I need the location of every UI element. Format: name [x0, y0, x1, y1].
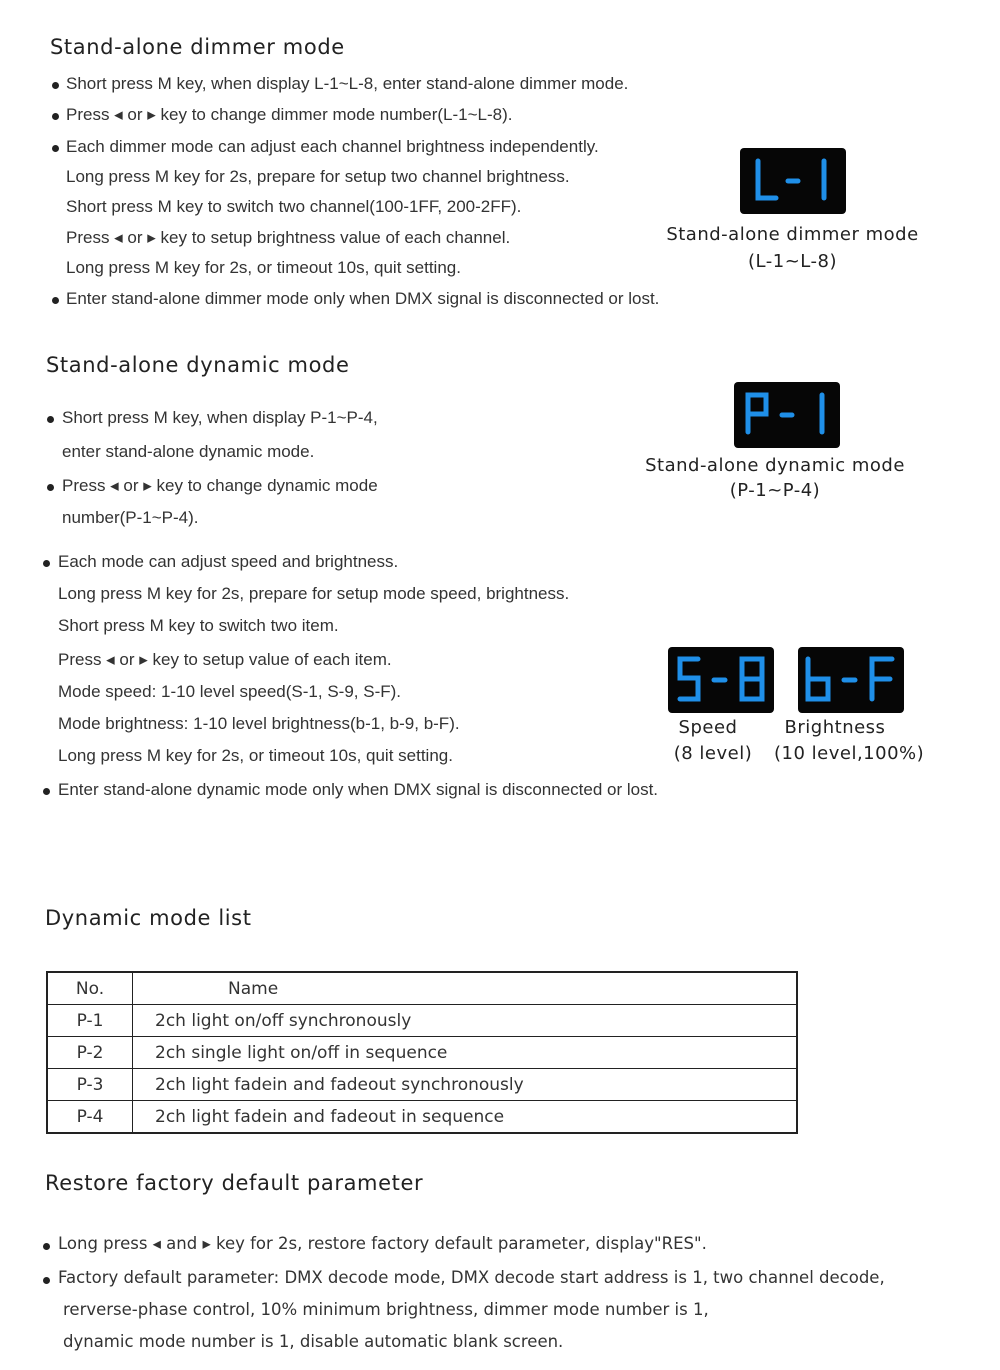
mode-name: 2ch light fadein and fadeout in sequence	[133, 1101, 798, 1134]
column-header-no: No.	[47, 972, 133, 1005]
lcd-s8-icon	[668, 647, 774, 713]
lcd-p1-icon	[734, 382, 840, 448]
bullet	[52, 113, 59, 120]
dimmer-line: Enter stand-alone dimmer mode only when DMX signal is disconnected or lost.	[66, 289, 660, 308]
table-row	[47, 1101, 797, 1134]
dynamic-line: Mode brightness: 1-10 level brightness(b-1, b-9, b-F).	[58, 714, 460, 733]
dimmer-line: Long press M key for 2s, prepare for setup two channel brightness.	[66, 167, 570, 186]
dimmer-heading: Stand-alone dimmer mode	[50, 35, 345, 59]
table-row	[47, 1005, 797, 1037]
mode-name: 2ch light on/off synchronously	[133, 1005, 798, 1037]
mode-no: P-4	[47, 1101, 133, 1134]
mode-name: 2ch light fadein and fadeout synchronously	[133, 1069, 798, 1101]
mode-no: P-1	[47, 1005, 133, 1037]
dynamic-line: Mode speed: 1-10 level speed(S-1, S-9, S-F).	[58, 682, 401, 701]
dynamic-line: Enter stand-alone dynamic mode only when DMX signal is disconnected or lost.	[58, 780, 659, 799]
bullet	[43, 788, 50, 795]
table-header-row	[47, 972, 797, 1005]
bullet	[43, 560, 50, 567]
mode-no: P-3	[47, 1069, 133, 1101]
bullet	[43, 1277, 50, 1284]
dynamic-heading: Stand-alone dynamic mode	[46, 353, 350, 377]
dynamic-mode-table	[46, 971, 798, 1134]
speed-lcd-display	[668, 647, 774, 713]
bullet	[47, 484, 54, 491]
dimmer-line: Each dimmer mode can adjust each channel brightness independently.	[66, 137, 599, 156]
dynamic-line: Press ◂ or ▸ key to change dynamic mode	[62, 476, 378, 495]
dimmer-caption-range: (L-1~L-8)	[748, 251, 837, 272]
table-row	[47, 1037, 797, 1069]
speed-caption: Speed	[678, 717, 738, 738]
lcd-bf-icon	[798, 647, 904, 713]
restore-line: Factory default parameter: DMX decode mode, DMX decode start address is 1, two channel decode,	[58, 1268, 885, 1287]
mode-name: 2ch single light on/off in sequence	[133, 1037, 798, 1069]
dimmer-line: Press ◂ or ▸ key to setup brightness value of each channel.	[66, 228, 511, 247]
dimmer-line: Long press M key for 2s, or timeout 10s, quit setting.	[66, 258, 461, 277]
dynamic-line: Each mode can adjust speed and brightness.	[58, 552, 399, 571]
brightness-lcd-display	[798, 647, 904, 713]
dynamic-line: enter stand-alone dynamic mode.	[62, 442, 315, 461]
dynamic-lcd-display	[734, 382, 840, 448]
dimmer-line: Short press M key, when display L-1~L-8, enter stand-alone dimmer mode.	[66, 74, 629, 93]
dynamic-line: Short press M key to switch two item.	[58, 616, 339, 635]
brightness-caption: Brightness	[784, 717, 886, 738]
column-header-name: Name	[133, 972, 798, 1005]
restore-line: dynamic mode number is 1, disable automatic blank screen.	[63, 1332, 564, 1351]
bullet	[52, 145, 59, 152]
bullet	[43, 1243, 50, 1250]
dynamic-caption-range: (P-1~P-4)	[729, 480, 821, 501]
speed-caption-level: (8 level)	[673, 743, 753, 764]
dimmer-line: Short press M key to switch two channel(100-1FF, 200-2FF).	[66, 197, 522, 216]
mode-no: P-2	[47, 1037, 133, 1069]
dynamic-line: number(P-1~P-4).	[62, 508, 199, 527]
dynamic-line: Long press M key for 2s, or timeout 10s, quit setting.	[58, 746, 453, 765]
dimmer-lcd-display	[740, 148, 846, 214]
restore-line: rerverse-phase control, 10% minimum brightness, dimmer mode number is 1,	[63, 1300, 709, 1319]
dynamic-caption: Stand-alone dynamic mode	[645, 455, 905, 476]
restore-line: Long press ◂ and ▸ key for 2s, restore factory default parameter, display"RES".	[58, 1234, 707, 1253]
lcd-l1-icon	[740, 148, 846, 214]
restore-heading: Restore factory default parameter	[45, 1171, 424, 1195]
bullet	[52, 82, 59, 89]
dynamic-line: Press ◂ or ▸ key to setup value of each item.	[58, 650, 392, 669]
dimmer-line: Press ◂ or ▸ key to change dimmer mode number(L-1~L-8).	[66, 105, 513, 124]
table-row	[47, 1069, 797, 1101]
dynamic-line: Short press M key, when display P-1~P-4,	[62, 408, 378, 427]
mode-list-heading: Dynamic mode list	[45, 906, 252, 930]
dimmer-caption: Stand-alone dimmer mode	[666, 224, 919, 245]
bullet	[52, 297, 59, 304]
dynamic-line: Long press M key for 2s, prepare for setup mode speed, brightness.	[58, 584, 570, 603]
brightness-caption-level: (10 level,100%)	[774, 743, 925, 764]
bullet	[47, 416, 54, 423]
